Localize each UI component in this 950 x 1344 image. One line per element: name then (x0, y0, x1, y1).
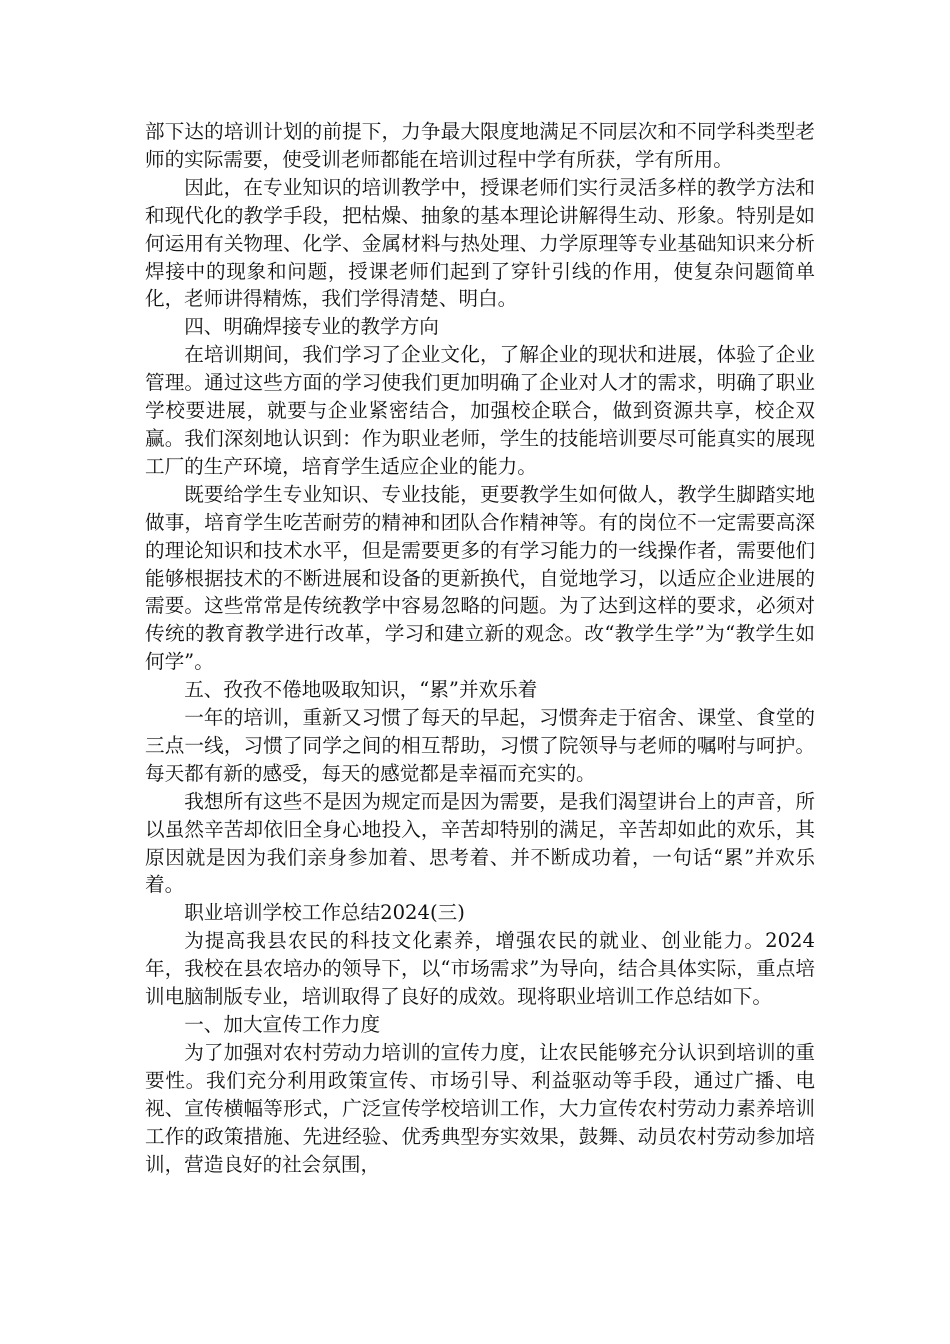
paragraph-8: 为了加强对农村劳动力培训的宣传力度，让农民能够充分认识到培训的重要性。我们充分利用政策宣传、市场引导、利益驱动等手段，通过广播、电视、宣传横幅等形式，广泛宣传学校培训工作，大力宣传农村劳动力素养培训工作的政策措施、先进经验、优秀典型夯实效果，鼓舞、动员农村劳动参加培训，营造良好的社会氛围， (145, 1040, 815, 1176)
paragraph-4: 既要给学生专业知识、专业技能，更要教学生如何做人，教学生脚踏实地做事，培育学生吃苦耐劳的精神和团队合作精神等。有的岗位不一定需要高深的理论知识和技术水平，但是需要更多的有学习能力的一线操作者，需要他们能够根据技术的不断进展和设备的更新换代，自觉地学习，以适应企业进展的需要。这些常常是传统教学中容易忽略的问题。为了达到这样的要求，必须对传统的教育教学进行改革，学习和建立新的观念。改“教学生学”为“教学生如何学”。 (145, 482, 815, 674)
article-title-3: 职业培训学校工作总结2024(三) (184, 901, 465, 925)
paragraph-2: 因此，在专业知识的培训教学中，授课老师们实行灵活多样的教学方法和和现代化的教学手段，把枯燥、抽象的基本理论讲解得生动、形象。特别是如何运用有关物理、化学、金属材料与热处理、力学原理等专业基础知识来分析焊接中的现象和问题，授课老师们起到了穿针引线的作用，使复杂问题简单化，老师讲得精炼，我们学得清楚、明白。 (145, 175, 815, 311)
document-page (145, 118, 815, 1178)
paragraph-5: 一年的培训，重新又习惯了每天的早起，习惯奔走于宿舍、课堂、食堂的三点一线，习惯了同学之间的相互帮助，习惯了院领导与老师的嘱咐与呵护。每天都有新的感受，每天的感觉都是幸福而充实的。 (145, 706, 815, 785)
section-heading-1: 一、加大宣传工作力度 (184, 1013, 381, 1036)
section-heading-4: 四、明确焊接专业的教学方向 (184, 315, 439, 339)
paragraph-7: 为提高我县农民的科技文化素养，增强农民的就业、创业能力。2024年，我校在县农培办的领导下，以“市场需求”为导向，结合具体实际，重点培训电脑制版专业，培训取得了良好的成效。现将职业培训工作总结如下。 (145, 929, 815, 1009)
paragraph-6: 我想所有这些不是因为规定而是因为需要，是我们渴望讲台上的声音，所以虽然辛苦却依旧全身心地投入，辛苦却特别的满足，辛苦却如此的欢乐，其原因就是因为我们亲身参加着、思考着、并不断成功着，一句话“累”并欢乐着。 (145, 789, 815, 897)
paragraph-1: 部下达的培训计划的前提下，力争最大限度地满足不同层次和不同学科类型老师的实际需要，使受训老师都能在培训过程中学有所获，学有所用。 (145, 120, 815, 171)
section-heading-5: 五、孜孜不倦地吸取知识，“累”并欢乐着 (184, 678, 538, 702)
paragraph-3: 在培训期间，我们学习了企业文化，了解企业的现状和进展，体验了企业管理。通过这些方面的学习使我们更加明确了企业对人才的需求，明确了职业学校要进展，就要与企业紧密结合，加强校企联合，做到资源共享，校企双赢。我们深刻地认识到：作为职业老师，学生的技能培训要尽可能真实的展现工厂的生产环境，培育学生适应企业的能力。 (145, 343, 815, 478)
